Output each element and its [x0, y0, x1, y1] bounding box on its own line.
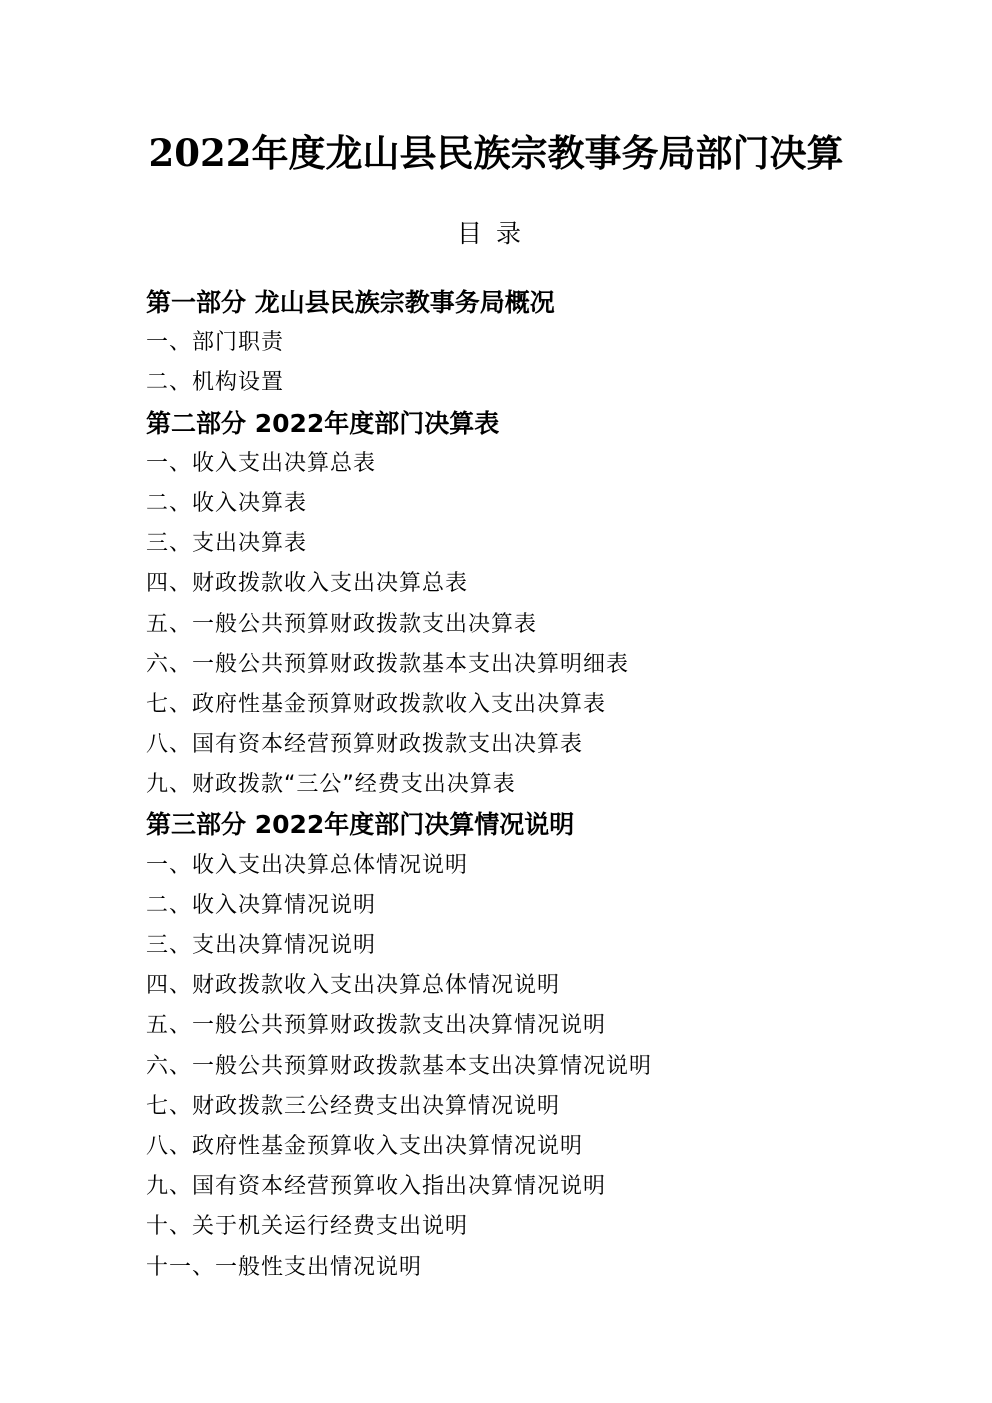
toc-item: 二、收入决算情况说明 — [146, 892, 377, 918]
toc-item: 五、一般公共预算财政拨款支出决算表 — [146, 611, 538, 637]
toc-item: 五、一般公共预算财政拨款支出决算情况说明 — [146, 1013, 607, 1039]
toc-heading: 目录 — [456, 219, 535, 248]
toc-item: 一、收入支出决算总体情况说明 — [146, 852, 469, 878]
toc-item: 二、收入决算表 — [146, 490, 308, 516]
toc-item: 四、财政拨款收入支出决算总表 — [146, 571, 469, 597]
toc-item: 七、政府性基金预算财政拨款收入支出决算表 — [146, 691, 607, 717]
part-heading: 第三部分 2022年度部门决算情况说明 — [146, 810, 575, 840]
toc-item: 二、机构设置 — [146, 370, 285, 396]
toc-item: 八、政府性基金预算收入支出决算情况说明 — [146, 1133, 584, 1159]
document-title: 2022年度龙山县民族宗教事务局部门决算 — [148, 131, 844, 175]
toc-item: 一、收入支出决算总表 — [146, 450, 377, 476]
toc-item: 七、财政拨款三公经费支出决算情况说明 — [146, 1093, 561, 1119]
part-heading: 第一部分 龙山县民族宗教事务局概况 — [146, 288, 555, 317]
toc-item: 三、支出决算情况说明 — [146, 933, 377, 958]
table-of-contents — [146, 283, 946, 1288]
toc-item: 八、国有资本经营预算财政拨款支出决算表 — [146, 732, 584, 758]
part-heading: 第二部分 2022年度部门决算表 — [146, 408, 500, 438]
toc-item: 六、一般公共预算财政拨款基本支出决算明细表 — [146, 651, 630, 677]
toc-item: 九、财政拨款“三公”经费支出决算表 — [146, 772, 516, 798]
toc-item: 四、财政拨款收入支出决算总体情况说明 — [146, 973, 561, 999]
toc-item: 一、部门职责 — [146, 330, 285, 356]
toc-item: 三、支出决算表 — [146, 531, 308, 557]
toc-item: 九、国有资本经营预算收入指出决算情况说明 — [146, 1174, 607, 1200]
toc-item: 十、关于机关运行经费支出说明 — [146, 1214, 469, 1240]
toc-item: 六、一般公共预算财政拨款基本支出决算情况说明 — [146, 1053, 653, 1079]
toc-item: 十一、一般性支出情况说明 — [146, 1254, 423, 1280]
